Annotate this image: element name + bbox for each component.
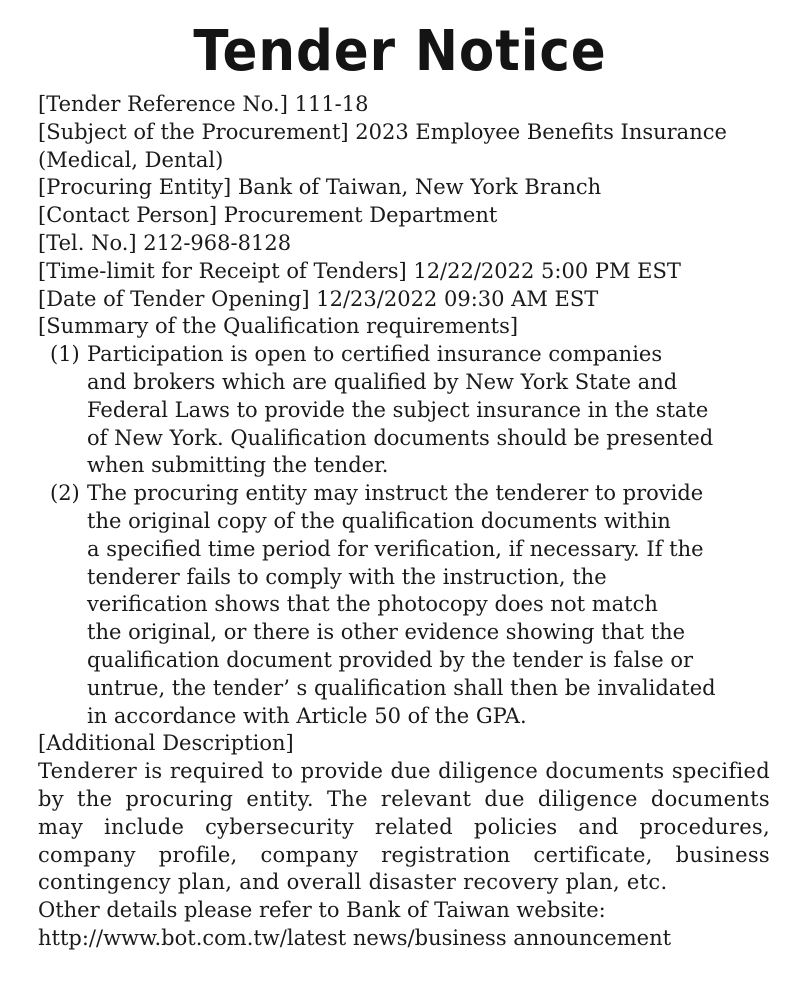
requirement-line: qualification document provided by the tender is false or xyxy=(87,647,694,672)
requirement-line: tenderer fails to comply with the instruction, the xyxy=(87,564,607,589)
requirement-line: Participation is open to certified insurance companies xyxy=(87,342,663,367)
field-procuring-entity: [Procuring Entity] Bank of Taiwan, New York Branch xyxy=(38,175,602,200)
requirement-line: and brokers which are qualified by New York State and xyxy=(87,369,678,394)
website-url: http://www.bot.com.tw/latest news/business announcement xyxy=(38,925,672,950)
field-tender-reference: [Tender Reference No.] 111-18 xyxy=(38,92,369,116)
requirement-line: verification shows that the photocopy does not match xyxy=(87,592,658,617)
requirement-number: (2) xyxy=(50,481,80,506)
field-subject: [Subject of the Procurement] 2023 Employee Benefits Insurance xyxy=(38,119,727,144)
requirement-item-1 xyxy=(38,341,770,480)
additional-description-paragraph: Tenderer is required to provide due diligence documents specified by the procuring entity. The relevant due diligence documents may include cybersecurity related policies and procedures, company profile, company registration certificate, business contingency plan, and overall disaster recovery plan, etc. xyxy=(38,759,770,895)
field-tel-no: [Tel. No.] 212-968-8128 xyxy=(38,230,292,255)
field-qualification-summary: [Summary of the Qualification requirements] xyxy=(38,314,519,339)
requirement-text xyxy=(87,480,770,730)
requirement-line: the original copy of the qualification documents within xyxy=(87,508,671,533)
requirement-line: when submitting the tender. xyxy=(87,453,389,478)
requirement-line: a specified time period for verification, if necessary. If the xyxy=(87,536,704,561)
field-tender-opening: [Date of Tender Opening] 12/23/2022 09:30 AM EST xyxy=(38,286,599,311)
additional-description-heading: [Additional Description] xyxy=(38,731,294,756)
requirement-number: (1) xyxy=(50,342,80,367)
notice-body xyxy=(38,91,770,953)
requirement-line: Federal Laws to provide the subject insurance in the state xyxy=(87,397,709,422)
other-details-label: Other details please refer to Bank of Taiwan website: xyxy=(38,898,606,923)
requirement-line: of New York. Qualification documents should be presented xyxy=(87,425,714,450)
notice-title: Tender Notice xyxy=(193,19,607,84)
requirement-text xyxy=(87,341,770,480)
requirement-line: The procuring entity may instruct the tenderer to provide xyxy=(87,481,704,506)
requirement-line: in accordance with Article 50 of the GPA. xyxy=(87,703,527,728)
field-subject-continued: (Medical, Dental) xyxy=(38,147,224,172)
field-time-limit: [Time-limit for Receipt of Tenders] 12/22/2022 5:00 PM EST xyxy=(38,258,681,283)
field-contact-person: [Contact Person] Procurement Department xyxy=(38,203,498,228)
requirement-line: the original, or there is other evidence showing that the xyxy=(87,620,686,645)
requirement-item-2 xyxy=(38,480,770,730)
requirement-line: untrue, the tender’ s qualification shall then be invalidated xyxy=(87,675,716,700)
